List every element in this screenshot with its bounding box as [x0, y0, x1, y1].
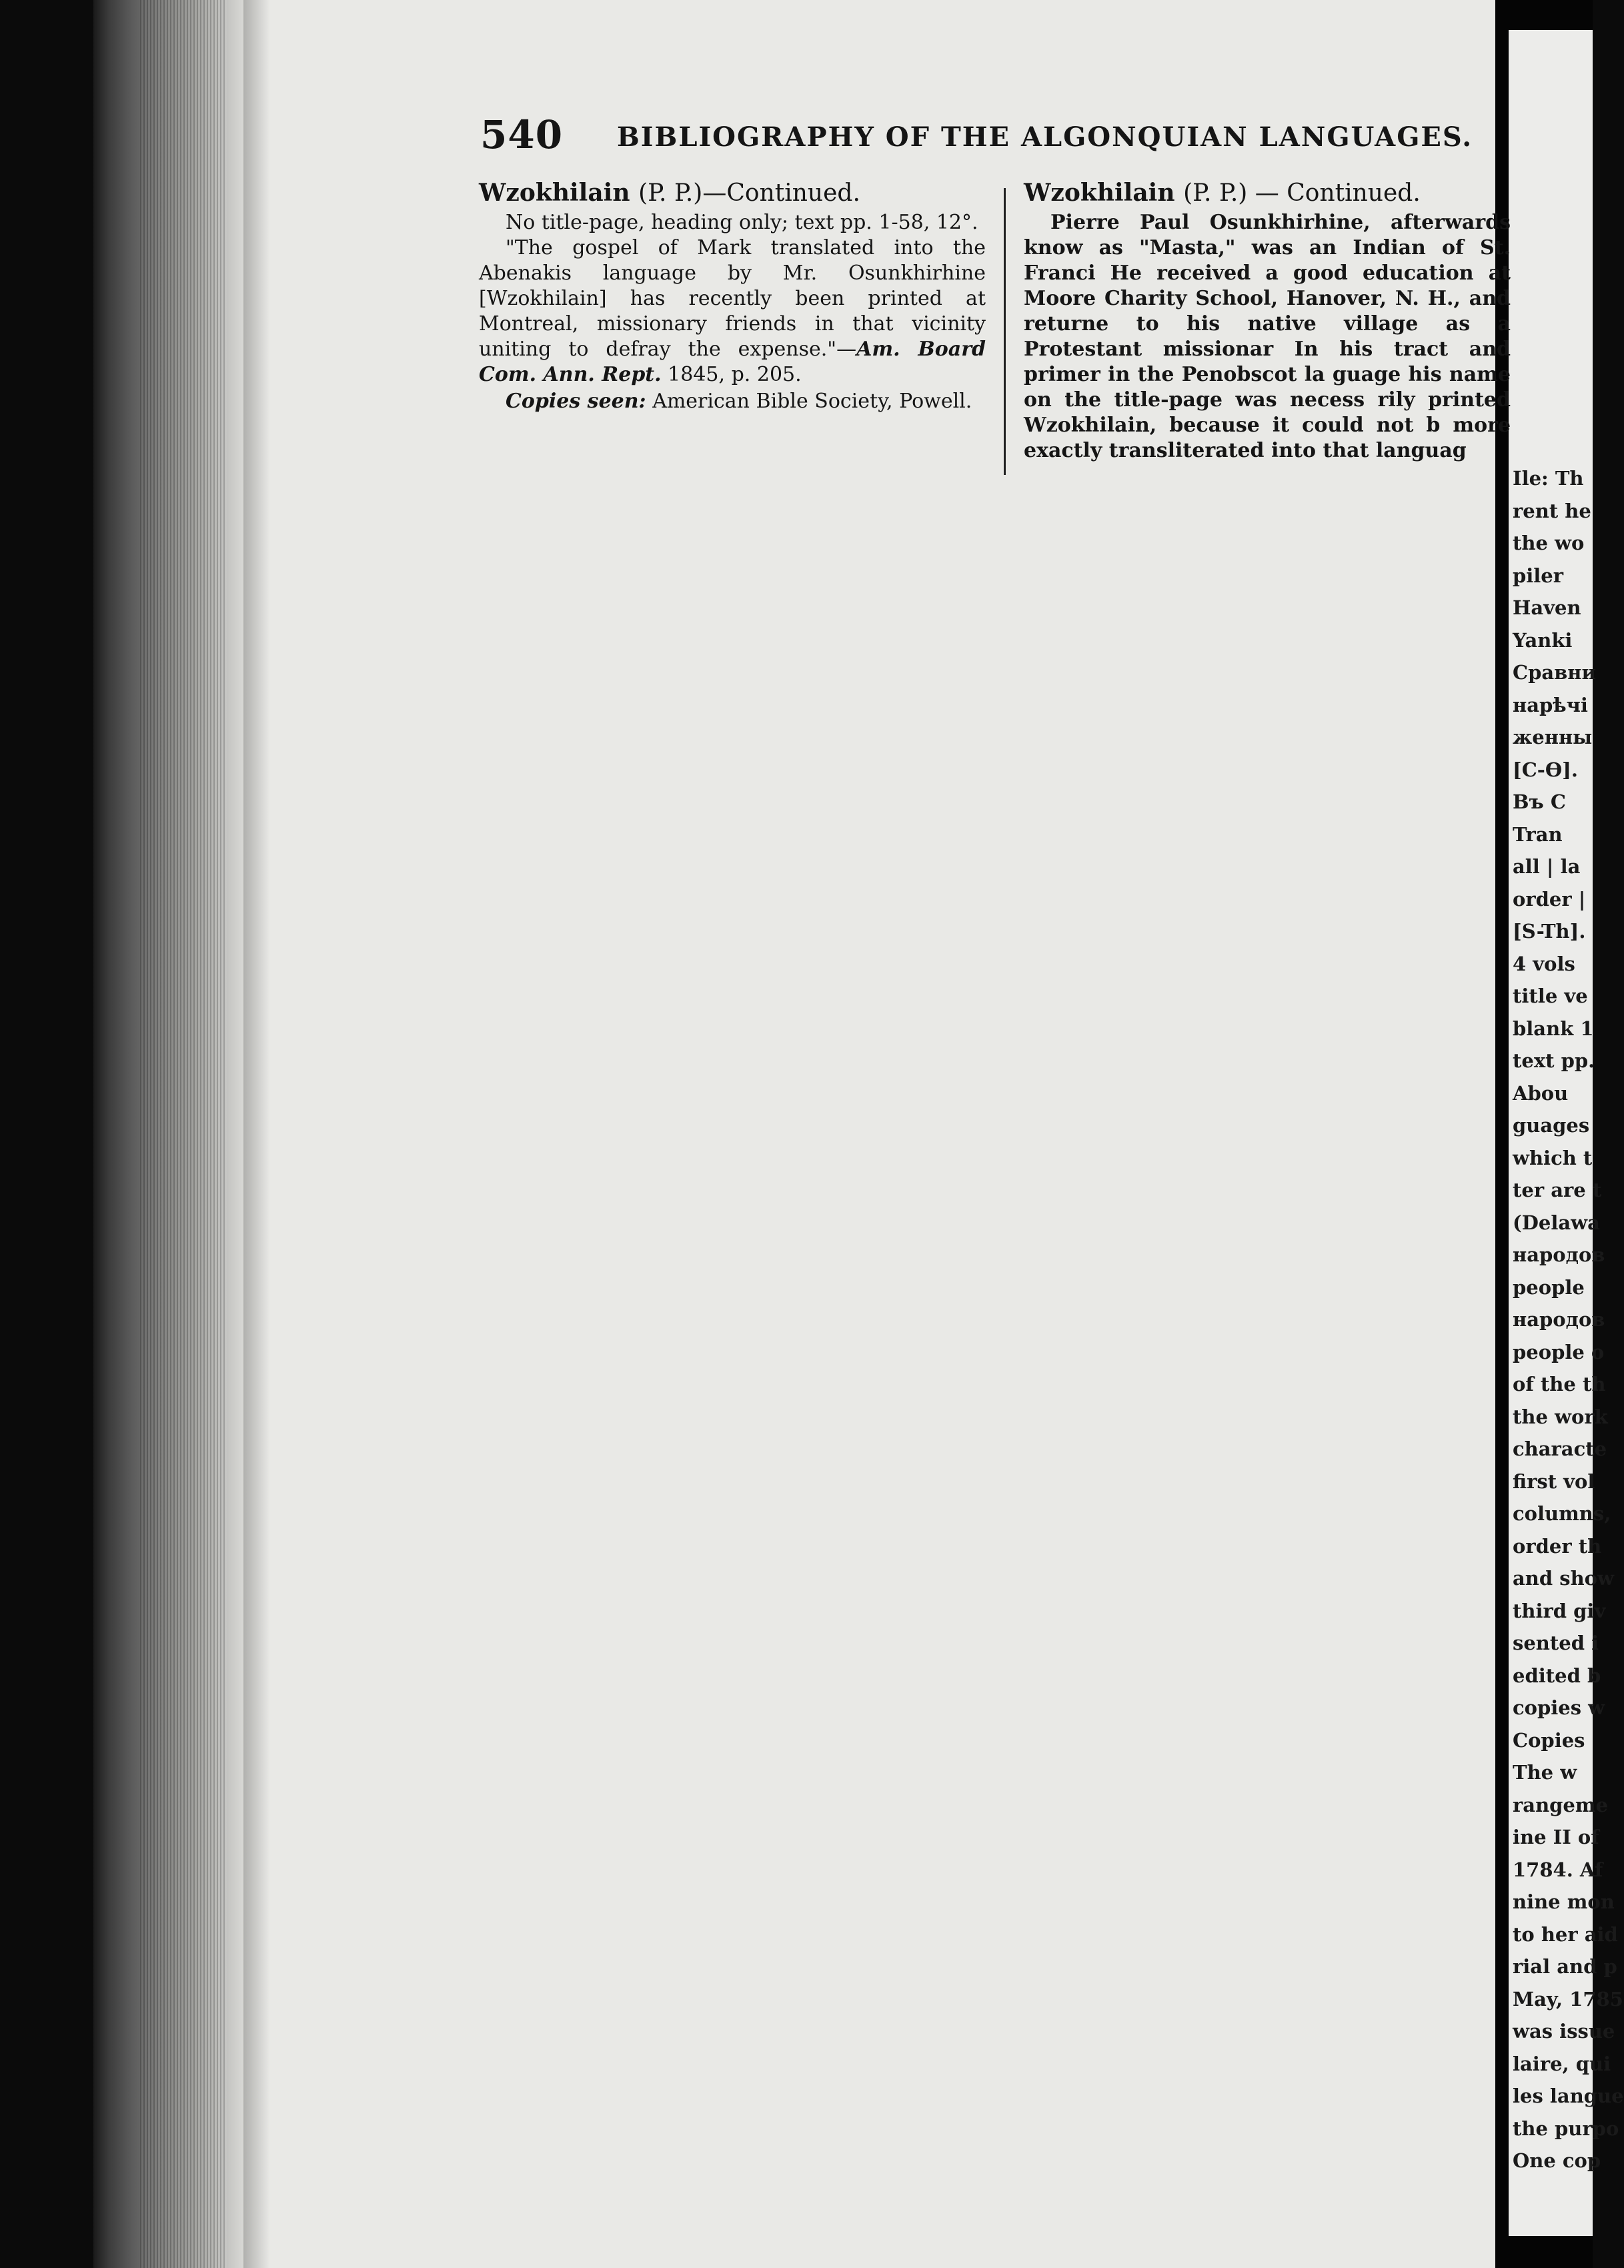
entry-author-right: Wzokhilain	[1024, 179, 1175, 207]
entry-continued: (P. P.)—Continued.	[638, 179, 860, 207]
scan-border-top	[1509, 0, 1593, 30]
adjacent-page-line: ter are t	[1513, 1179, 1602, 1201]
quotation	[479, 235, 986, 388]
adjacent-page-line: (Delawa	[1513, 1211, 1600, 1234]
entry-author: Wzokhilain	[479, 179, 630, 207]
adjacent-page-line: Abou	[1513, 1081, 1569, 1105]
adjacent-page-line: One cop	[1513, 2149, 1601, 2172]
running-title: BIBLIOGRAPHY OF THE ALGONQUIAN LANGUAGES.	[617, 121, 1473, 153]
adjacent-page-line: the work	[1513, 1405, 1608, 1428]
entry-heading	[479, 180, 986, 206]
adjacent-page-line: to her aid	[1513, 1922, 1618, 1946]
column-divider	[1004, 188, 1006, 475]
adjacent-page-line: May, 1785	[1513, 1987, 1623, 2011]
entry-continued-right: (P. P.) — Continued.	[1183, 179, 1421, 207]
adjacent-page-line: nine mon	[1513, 1890, 1615, 1913]
adjacent-page-line: 1784. Af	[1513, 1858, 1603, 1881]
adjacent-page-line: rangeme	[1513, 1793, 1609, 1816]
adjacent-page-line: guages	[1513, 1114, 1590, 1137]
gutter-shadow	[243, 0, 270, 2268]
adjacent-page-line: Copies	[1513, 1728, 1585, 1752]
copies-seen	[479, 389, 986, 414]
adjacent-page-line: columns,	[1513, 1502, 1611, 1525]
adjacent-page-line: laire, qui	[1513, 2052, 1611, 2075]
adjacent-page	[1509, 0, 1624, 2268]
adjacent-page-line: нарѣчі	[1513, 693, 1588, 716]
quotation-text: "The gospel of Mark translated into the Abenakis language by Mr. Osunkhirhine [Wzokhilain] has recently been printed at Montreal, missionary friends in that vicinity uniting to defray the expense."—	[479, 236, 986, 361]
adjacent-page-line: of the th	[1513, 1373, 1606, 1395]
adjacent-page-line: les langue	[1513, 2085, 1624, 2107]
adjacent-page-line: rial and p	[1513, 1955, 1617, 1978]
adjacent-page-line: rent he	[1513, 499, 1591, 522]
adjacent-page-line: The w	[1513, 1761, 1577, 1784]
adjacent-page-line: the wo	[1513, 532, 1585, 554]
left-column	[479, 180, 986, 414]
adjacent-page-line: people	[1513, 1275, 1585, 1299]
adjacent-page-line: first vol	[1513, 1470, 1595, 1493]
scan-border-bottom	[1509, 2236, 1593, 2268]
adjacent-page-line: text pp.	[1513, 1049, 1595, 1072]
adjacent-page-line: Haven	[1513, 596, 1581, 619]
adjacent-page-line: Tran	[1513, 822, 1563, 846]
bibliographic-note: No title-page, heading only; text pp. 1-58, 12°.	[506, 211, 978, 234]
adjacent-page-line: title ve	[1513, 985, 1588, 1007]
copies-value: American Bible Society, Powell.	[652, 390, 972, 413]
adjacent-page-line: edited b	[1513, 1664, 1601, 1687]
adjacent-page-line: piler	[1513, 564, 1564, 587]
adjacent-page-line: ine II of	[1513, 1826, 1599, 1848]
right-column	[1024, 180, 1511, 464]
entry-heading-right	[1024, 180, 1511, 206]
adjacent-page-line: the purpo	[1513, 2117, 1619, 2140]
page-number: 540	[480, 112, 564, 157]
adjacent-page-line: sented i	[1513, 1632, 1599, 1654]
adjacent-page-line: народов	[1513, 1308, 1605, 1331]
adjacent-page-line: женны	[1513, 726, 1593, 748]
adjacent-page-line: third giv	[1513, 1599, 1606, 1622]
adjacent-page-line: Ile: Th	[1513, 467, 1584, 490]
adjacent-page-line: order |	[1513, 887, 1586, 911]
adjacent-page-line: 4 vols	[1513, 952, 1575, 975]
adjacent-page-line: copies w	[1513, 1696, 1605, 1719]
adjacent-page-line: Yanki	[1513, 628, 1573, 652]
adjacent-page-line: [S-Th].	[1513, 920, 1586, 943]
adjacent-page-line: order th	[1513, 1534, 1602, 1558]
adjacent-page-line: characte	[1513, 1438, 1607, 1460]
adjacent-page-line: people o	[1513, 1340, 1605, 1363]
adjacent-page-line: blank 1	[1513, 1017, 1594, 1040]
adjacent-page-line: Въ С	[1513, 790, 1566, 813]
quotation-source-page: 1845, p. 205.	[668, 363, 802, 386]
copies-label: Copies seen:	[506, 390, 646, 413]
adjacent-page-line: and show	[1513, 1567, 1614, 1590]
biographical-note: Pierre Paul Osunkhirhine, afterwards know as "Masta," was an Indian of St. Franci He received a good education at Moore Charity School, Hanover, N. H., and returne to his native village as a Protestant missionar In his tract and primer in the Penobscot la guage his name on the title-page was necess rily printed Wzokhilain, because it could not b more exactly transliterated into that languag	[1024, 211, 1511, 462]
adjacent-page-line: народов	[1513, 1243, 1605, 1266]
adjacent-page-line: Сравни	[1513, 661, 1597, 684]
adjacent-page-line: all | la	[1513, 855, 1581, 878]
page-edges	[140, 0, 227, 2268]
adjacent-page-line: was issue	[1513, 2020, 1615, 2043]
adjacent-page-line: which t	[1513, 1146, 1593, 1169]
quotation-source: Am. Board Com. Ann. Rept.	[479, 338, 986, 386]
adjacent-page-line: [С-Ѳ].	[1513, 758, 1578, 781]
